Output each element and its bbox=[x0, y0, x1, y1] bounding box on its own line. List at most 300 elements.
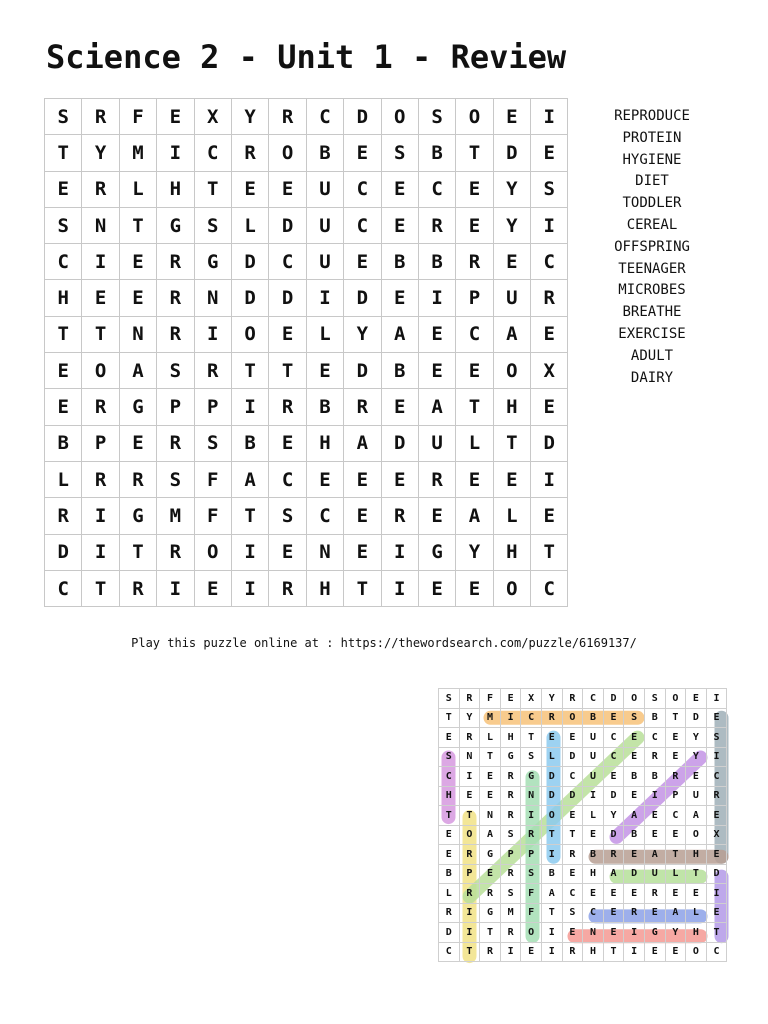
grid-cell[interactable]: R bbox=[157, 534, 194, 570]
grid-cell[interactable]: G bbox=[119, 498, 156, 534]
grid-cell[interactable]: R bbox=[269, 99, 306, 135]
answer-cell: H bbox=[439, 786, 460, 806]
answer-cell: X bbox=[706, 825, 727, 845]
answer-cell: N bbox=[583, 923, 604, 943]
answer-cell: S bbox=[624, 708, 645, 728]
grid-cell[interactable]: E bbox=[344, 244, 381, 280]
grid-cell[interactable]: E bbox=[493, 99, 530, 135]
answer-row bbox=[439, 806, 727, 826]
grid-cell[interactable]: T bbox=[194, 171, 231, 207]
grid-cell[interactable]: R bbox=[45, 498, 82, 534]
puzzle-link[interactable]: Play this puzzle online at : https://thewordsearch.com/puzzle/6169137/ bbox=[131, 636, 637, 650]
grid-cell[interactable]: T bbox=[45, 316, 82, 352]
grid-cell[interactable]: E bbox=[231, 171, 268, 207]
grid-cell[interactable]: G bbox=[194, 244, 231, 280]
grid-cell[interactable]: S bbox=[45, 207, 82, 243]
answer-cell: O bbox=[521, 923, 542, 943]
grid-cell[interactable]: T bbox=[119, 207, 156, 243]
grid-cell[interactable]: A bbox=[119, 353, 156, 389]
answer-cell: I bbox=[583, 786, 604, 806]
grid-cell[interactable]: B bbox=[381, 353, 418, 389]
answer-cell: D bbox=[541, 786, 562, 806]
grid-cell[interactable]: R bbox=[82, 461, 119, 497]
grid-cell[interactable]: I bbox=[231, 570, 268, 606]
grid-cell[interactable]: T bbox=[531, 534, 568, 570]
grid-cell[interactable]: D bbox=[531, 425, 568, 461]
grid-cell[interactable]: Y bbox=[456, 534, 493, 570]
grid-cell[interactable]: I bbox=[157, 135, 194, 171]
grid-cell[interactable]: B bbox=[418, 135, 455, 171]
grid-cell[interactable]: E bbox=[418, 570, 455, 606]
grid-cell[interactable]: F bbox=[119, 99, 156, 135]
grid-cell[interactable]: U bbox=[306, 171, 343, 207]
grid-cell[interactable]: D bbox=[231, 280, 268, 316]
grid-cell[interactable]: C bbox=[45, 244, 82, 280]
grid-cell[interactable]: C bbox=[269, 461, 306, 497]
answer-cell: B bbox=[644, 708, 665, 728]
grid-cell[interactable]: T bbox=[231, 353, 268, 389]
grid-cell[interactable]: L bbox=[306, 316, 343, 352]
grid-cell[interactable]: E bbox=[418, 316, 455, 352]
grid-cell[interactable]: E bbox=[45, 389, 82, 425]
grid-cell[interactable]: Y bbox=[82, 135, 119, 171]
grid-cell[interactable]: G bbox=[418, 534, 455, 570]
grid-cell[interactable]: R bbox=[157, 425, 194, 461]
grid-cell[interactable]: D bbox=[269, 280, 306, 316]
grid-cell[interactable]: D bbox=[45, 534, 82, 570]
answer-cell: R bbox=[500, 786, 521, 806]
grid-cell[interactable]: P bbox=[194, 389, 231, 425]
grid-cell[interactable]: N bbox=[82, 207, 119, 243]
grid-cell[interactable]: A bbox=[381, 316, 418, 352]
answer-cell: O bbox=[562, 708, 583, 728]
grid-cell[interactable]: U bbox=[306, 244, 343, 280]
grid-cell[interactable]: C bbox=[269, 244, 306, 280]
grid-cell[interactable]: R bbox=[194, 353, 231, 389]
grid-cell[interactable]: C bbox=[194, 135, 231, 171]
grid-cell[interactable]: C bbox=[306, 99, 343, 135]
grid-cell[interactable]: R bbox=[418, 461, 455, 497]
answer-cell: A bbox=[480, 825, 501, 845]
grid-cell[interactable]: E bbox=[531, 135, 568, 171]
grid-cell[interactable]: R bbox=[344, 389, 381, 425]
grid-cell[interactable]: U bbox=[418, 425, 455, 461]
answer-cell: E bbox=[603, 884, 624, 904]
answer-cell: A bbox=[686, 806, 707, 826]
answer-row bbox=[439, 728, 727, 748]
grid-cell[interactable]: F bbox=[194, 461, 231, 497]
answer-row bbox=[439, 825, 727, 845]
grid-cell[interactable]: H bbox=[306, 570, 343, 606]
grid-cell[interactable]: R bbox=[119, 570, 156, 606]
grid-cell[interactable]: O bbox=[456, 99, 493, 135]
grid-cell[interactable]: T bbox=[344, 570, 381, 606]
grid-cell[interactable]: O bbox=[194, 534, 231, 570]
grid-cell[interactable]: X bbox=[194, 99, 231, 135]
grid-cell[interactable]: T bbox=[456, 389, 493, 425]
answer-cell: D bbox=[603, 689, 624, 709]
answer-cell: T bbox=[665, 845, 686, 865]
grid-cell[interactable]: I bbox=[82, 534, 119, 570]
grid-cell[interactable]: E bbox=[531, 389, 568, 425]
grid-cell[interactable]: E bbox=[381, 171, 418, 207]
grid-cell[interactable]: B bbox=[231, 425, 268, 461]
answer-cell: E bbox=[665, 942, 686, 962]
grid-cell[interactable]: B bbox=[306, 389, 343, 425]
answer-cell: N bbox=[480, 806, 501, 826]
grid-cell[interactable]: E bbox=[344, 461, 381, 497]
grid-cell[interactable]: R bbox=[82, 99, 119, 135]
answer-cell: E bbox=[603, 923, 624, 943]
answer-cell: E bbox=[665, 728, 686, 748]
grid-cell[interactable]: E bbox=[456, 570, 493, 606]
grid-row bbox=[45, 570, 568, 606]
grid-cell[interactable]: O bbox=[82, 353, 119, 389]
grid-cell[interactable]: T bbox=[82, 316, 119, 352]
grid-cell[interactable]: M bbox=[119, 135, 156, 171]
grid-cell[interactable]: S bbox=[418, 99, 455, 135]
grid-cell[interactable]: B bbox=[45, 425, 82, 461]
answer-cell: M bbox=[500, 903, 521, 923]
grid-cell[interactable]: R bbox=[456, 244, 493, 280]
answer-cell: U bbox=[686, 786, 707, 806]
answer-cell: U bbox=[583, 767, 604, 787]
grid-cell[interactable]: U bbox=[493, 280, 530, 316]
answer-cell: E bbox=[480, 767, 501, 787]
grid-cell[interactable]: E bbox=[344, 498, 381, 534]
answer-cell: T bbox=[603, 942, 624, 962]
grid-cell[interactable]: R bbox=[157, 280, 194, 316]
grid-cell[interactable]: C bbox=[344, 207, 381, 243]
grid-cell[interactable]: C bbox=[531, 570, 568, 606]
grid-cell[interactable]: R bbox=[82, 171, 119, 207]
grid-cell[interactable]: T bbox=[231, 498, 268, 534]
grid-cell[interactable]: C bbox=[418, 171, 455, 207]
answer-cell: B bbox=[624, 767, 645, 787]
grid-cell[interactable]: S bbox=[269, 498, 306, 534]
grid-cell[interactable]: E bbox=[381, 280, 418, 316]
grid-cell[interactable]: U bbox=[306, 207, 343, 243]
grid-cell[interactable]: D bbox=[344, 353, 381, 389]
grid-cell[interactable]: E bbox=[119, 280, 156, 316]
answer-cell: T bbox=[541, 825, 562, 845]
grid-cell[interactable]: E bbox=[493, 461, 530, 497]
grid-cell[interactable]: D bbox=[344, 280, 381, 316]
answer-cell: R bbox=[541, 708, 562, 728]
grid-cell[interactable]: I bbox=[531, 99, 568, 135]
answer-cell: I bbox=[706, 689, 727, 709]
grid-cell[interactable]: O bbox=[493, 570, 530, 606]
grid-cell[interactable]: E bbox=[119, 425, 156, 461]
grid-cell[interactable]: D bbox=[381, 425, 418, 461]
grid-cell[interactable]: E bbox=[456, 461, 493, 497]
grid-cell[interactable]: I bbox=[82, 244, 119, 280]
answer-cell: E bbox=[603, 708, 624, 728]
grid-cell[interactable]: E bbox=[418, 353, 455, 389]
grid-row bbox=[45, 316, 568, 352]
grid-cell[interactable]: E bbox=[381, 461, 418, 497]
answer-cell: C bbox=[562, 884, 583, 904]
grid-row bbox=[45, 389, 568, 425]
grid-cell[interactable]: I bbox=[531, 461, 568, 497]
grid-cell[interactable]: C bbox=[45, 570, 82, 606]
grid-cell[interactable]: R bbox=[157, 316, 194, 352]
grid-cell[interactable]: A bbox=[418, 389, 455, 425]
grid-cell[interactable]: E bbox=[269, 425, 306, 461]
grid-cell[interactable]: E bbox=[418, 498, 455, 534]
grid-cell[interactable]: D bbox=[344, 99, 381, 135]
grid-cell[interactable]: E bbox=[269, 171, 306, 207]
answer-cell: R bbox=[500, 806, 521, 826]
answer-cell: T bbox=[686, 864, 707, 884]
answer-cell: S bbox=[500, 825, 521, 845]
answer-cell: R bbox=[644, 884, 665, 904]
answer-cell: E bbox=[583, 825, 604, 845]
grid-cell[interactable]: E bbox=[45, 353, 82, 389]
grid-cell[interactable]: D bbox=[493, 135, 530, 171]
grid-cell[interactable]: B bbox=[381, 244, 418, 280]
grid-cell[interactable]: T bbox=[493, 425, 530, 461]
answer-cell: I bbox=[541, 923, 562, 943]
grid-cell[interactable]: S bbox=[381, 135, 418, 171]
grid-row bbox=[45, 99, 568, 135]
answer-cell: B bbox=[583, 845, 604, 865]
grid-cell[interactable]: O bbox=[231, 316, 268, 352]
answer-cell: E bbox=[603, 767, 624, 787]
grid-cell[interactable]: T bbox=[119, 534, 156, 570]
grid-cell[interactable]: I bbox=[531, 207, 568, 243]
answer-cell: O bbox=[624, 689, 645, 709]
grid-cell[interactable]: E bbox=[269, 534, 306, 570]
answer-cell: E bbox=[541, 728, 562, 748]
grid-cell[interactable]: Y bbox=[493, 171, 530, 207]
grid-cell[interactable]: N bbox=[306, 534, 343, 570]
grid-cell[interactable]: S bbox=[157, 353, 194, 389]
grid-cell[interactable]: E bbox=[82, 280, 119, 316]
grid-cell[interactable]: R bbox=[269, 389, 306, 425]
grid-cell[interactable]: I bbox=[306, 280, 343, 316]
word-list-item: OFFSPRING bbox=[614, 238, 690, 255]
grid-cell[interactable]: P bbox=[82, 425, 119, 461]
answer-cell: T bbox=[480, 923, 501, 943]
answer-cell: O bbox=[686, 825, 707, 845]
answer-cell: R bbox=[439, 903, 460, 923]
grid-cell[interactable]: I bbox=[82, 498, 119, 534]
answer-cell: I bbox=[706, 747, 727, 767]
grid-cell[interactable]: R bbox=[381, 498, 418, 534]
grid-cell[interactable]: N bbox=[194, 280, 231, 316]
answer-cell: S bbox=[500, 884, 521, 904]
answer-cell: B bbox=[624, 825, 645, 845]
answer-cell: T bbox=[480, 747, 501, 767]
answer-cell: S bbox=[521, 864, 542, 884]
grid-cell[interactable]: D bbox=[231, 244, 268, 280]
grid-cell[interactable]: I bbox=[381, 534, 418, 570]
answer-cell: E bbox=[686, 884, 707, 904]
grid-cell[interactable]: E bbox=[456, 207, 493, 243]
grid-row bbox=[45, 498, 568, 534]
answer-cell: N bbox=[459, 747, 480, 767]
grid-cell[interactable]: E bbox=[45, 171, 82, 207]
answer-cell: R bbox=[603, 845, 624, 865]
grid-cell[interactable]: I bbox=[231, 389, 268, 425]
grid-cell[interactable]: R bbox=[157, 244, 194, 280]
answer-grid bbox=[438, 688, 727, 962]
grid-cell[interactable]: H bbox=[493, 534, 530, 570]
answer-cell: F bbox=[521, 884, 542, 904]
grid-cell[interactable]: A bbox=[456, 498, 493, 534]
grid-cell[interactable]: S bbox=[531, 171, 568, 207]
grid-row bbox=[45, 171, 568, 207]
grid-cell[interactable]: E bbox=[531, 316, 568, 352]
grid-cell[interactable]: L bbox=[231, 207, 268, 243]
grid-cell[interactable]: H bbox=[45, 280, 82, 316]
answer-cell: M bbox=[480, 708, 501, 728]
answer-cell: D bbox=[686, 708, 707, 728]
answer-cell: O bbox=[541, 806, 562, 826]
grid-cell[interactable]: E bbox=[306, 461, 343, 497]
answer-cell: E bbox=[439, 825, 460, 845]
answer-cell: C bbox=[603, 747, 624, 767]
grid-cell[interactable]: O bbox=[493, 353, 530, 389]
grid-cell[interactable]: E bbox=[493, 244, 530, 280]
grid-cell[interactable]: E bbox=[456, 353, 493, 389]
answer-row bbox=[439, 845, 727, 865]
grid-cell[interactable]: L bbox=[119, 171, 156, 207]
answer-cell: I bbox=[541, 942, 562, 962]
grid-cell[interactable]: M bbox=[157, 498, 194, 534]
answer-cell: T bbox=[459, 806, 480, 826]
grid-cell[interactable]: T bbox=[269, 353, 306, 389]
answer-cell: N bbox=[521, 786, 542, 806]
answer-cell: E bbox=[706, 845, 727, 865]
grid-cell[interactable]: N bbox=[119, 316, 156, 352]
answer-cell: E bbox=[644, 942, 665, 962]
grid-cell[interactable]: S bbox=[157, 461, 194, 497]
grid-cell[interactable]: Y bbox=[231, 99, 268, 135]
grid-row bbox=[45, 353, 568, 389]
grid-cell[interactable]: T bbox=[456, 135, 493, 171]
grid-cell[interactable]: C bbox=[531, 244, 568, 280]
grid-cell[interactable]: Y bbox=[493, 207, 530, 243]
answer-key bbox=[438, 688, 732, 966]
answer-cell: E bbox=[562, 806, 583, 826]
answer-cell: S bbox=[439, 747, 460, 767]
answer-cell: E bbox=[644, 903, 665, 923]
grid-cell[interactable]: C bbox=[306, 498, 343, 534]
grid-cell[interactable]: D bbox=[269, 207, 306, 243]
grid-cell[interactable]: P bbox=[157, 389, 194, 425]
answer-cell: C bbox=[439, 767, 460, 787]
grid-cell[interactable]: E bbox=[531, 498, 568, 534]
grid-row bbox=[45, 135, 568, 171]
grid-cell[interactable]: E bbox=[119, 244, 156, 280]
answer-row bbox=[439, 767, 727, 787]
answer-cell: E bbox=[439, 845, 460, 865]
answer-cell: E bbox=[439, 728, 460, 748]
grid-cell[interactable]: A bbox=[231, 461, 268, 497]
grid-cell[interactable]: I bbox=[381, 570, 418, 606]
grid-cell[interactable]: C bbox=[456, 316, 493, 352]
answer-cell: L bbox=[583, 806, 604, 826]
answer-row bbox=[439, 708, 727, 728]
grid-cell[interactable]: L bbox=[456, 425, 493, 461]
puzzle-grid bbox=[44, 98, 568, 607]
grid-cell[interactable]: F bbox=[194, 498, 231, 534]
grid-cell[interactable]: B bbox=[418, 244, 455, 280]
grid-cell[interactable]: E bbox=[344, 534, 381, 570]
grid-cell[interactable]: G bbox=[157, 207, 194, 243]
grid-cell[interactable]: E bbox=[157, 99, 194, 135]
grid-cell[interactable]: E bbox=[194, 570, 231, 606]
answer-row bbox=[439, 747, 727, 767]
grid-cell[interactable]: E bbox=[381, 207, 418, 243]
answer-cell: L bbox=[665, 864, 686, 884]
grid-cell[interactable]: O bbox=[269, 135, 306, 171]
grid-cell[interactable]: E bbox=[456, 171, 493, 207]
grid-cell[interactable]: X bbox=[531, 353, 568, 389]
answer-cell: T bbox=[706, 923, 727, 943]
grid-cell[interactable]: O bbox=[381, 99, 418, 135]
answer-cell: T bbox=[521, 728, 542, 748]
grid-cell[interactable]: R bbox=[231, 135, 268, 171]
grid-cell[interactable]: S bbox=[194, 425, 231, 461]
grid-cell[interactable]: S bbox=[45, 99, 82, 135]
answer-cell: R bbox=[500, 864, 521, 884]
grid-cell[interactable]: H bbox=[306, 425, 343, 461]
grid-cell[interactable]: E bbox=[306, 353, 343, 389]
answer-cell: O bbox=[665, 689, 686, 709]
grid-cell[interactable]: R bbox=[119, 461, 156, 497]
grid-cell[interactable]: E bbox=[381, 389, 418, 425]
grid-cell[interactable]: T bbox=[82, 570, 119, 606]
grid-cell[interactable]: I bbox=[157, 570, 194, 606]
answer-cell: R bbox=[480, 884, 501, 904]
grid-cell[interactable]: R bbox=[531, 280, 568, 316]
grid-cell[interactable]: E bbox=[269, 316, 306, 352]
grid-cell[interactable]: R bbox=[82, 389, 119, 425]
grid-cell[interactable]: I bbox=[418, 280, 455, 316]
grid-cell[interactable]: I bbox=[231, 534, 268, 570]
grid-cell[interactable]: I bbox=[194, 316, 231, 352]
answer-cell: C bbox=[583, 903, 604, 923]
grid-cell[interactable]: R bbox=[269, 570, 306, 606]
grid-cell[interactable]: C bbox=[344, 171, 381, 207]
grid-cell[interactable]: P bbox=[456, 280, 493, 316]
grid-cell[interactable]: B bbox=[306, 135, 343, 171]
grid-cell[interactable]: Y bbox=[344, 316, 381, 352]
grid-cell[interactable]: H bbox=[493, 389, 530, 425]
answer-cell: E bbox=[500, 689, 521, 709]
answer-cell: O bbox=[686, 942, 707, 962]
answer-cell: Y bbox=[603, 806, 624, 826]
answer-cell: E bbox=[480, 786, 501, 806]
grid-cell[interactable]: H bbox=[157, 171, 194, 207]
grid-cell[interactable]: L bbox=[493, 498, 530, 534]
grid-cell[interactable]: L bbox=[45, 461, 82, 497]
grid-cell[interactable]: G bbox=[119, 389, 156, 425]
answer-cell: E bbox=[521, 942, 542, 962]
grid-cell[interactable]: T bbox=[45, 135, 82, 171]
answer-cell: E bbox=[624, 728, 645, 748]
grid-cell[interactable]: S bbox=[194, 207, 231, 243]
grid-cell[interactable]: A bbox=[493, 316, 530, 352]
answer-cell: U bbox=[644, 864, 665, 884]
answer-cell: D bbox=[603, 825, 624, 845]
grid-cell[interactable]: R bbox=[418, 207, 455, 243]
grid-cell[interactable]: E bbox=[344, 135, 381, 171]
grid-cell[interactable]: A bbox=[344, 425, 381, 461]
